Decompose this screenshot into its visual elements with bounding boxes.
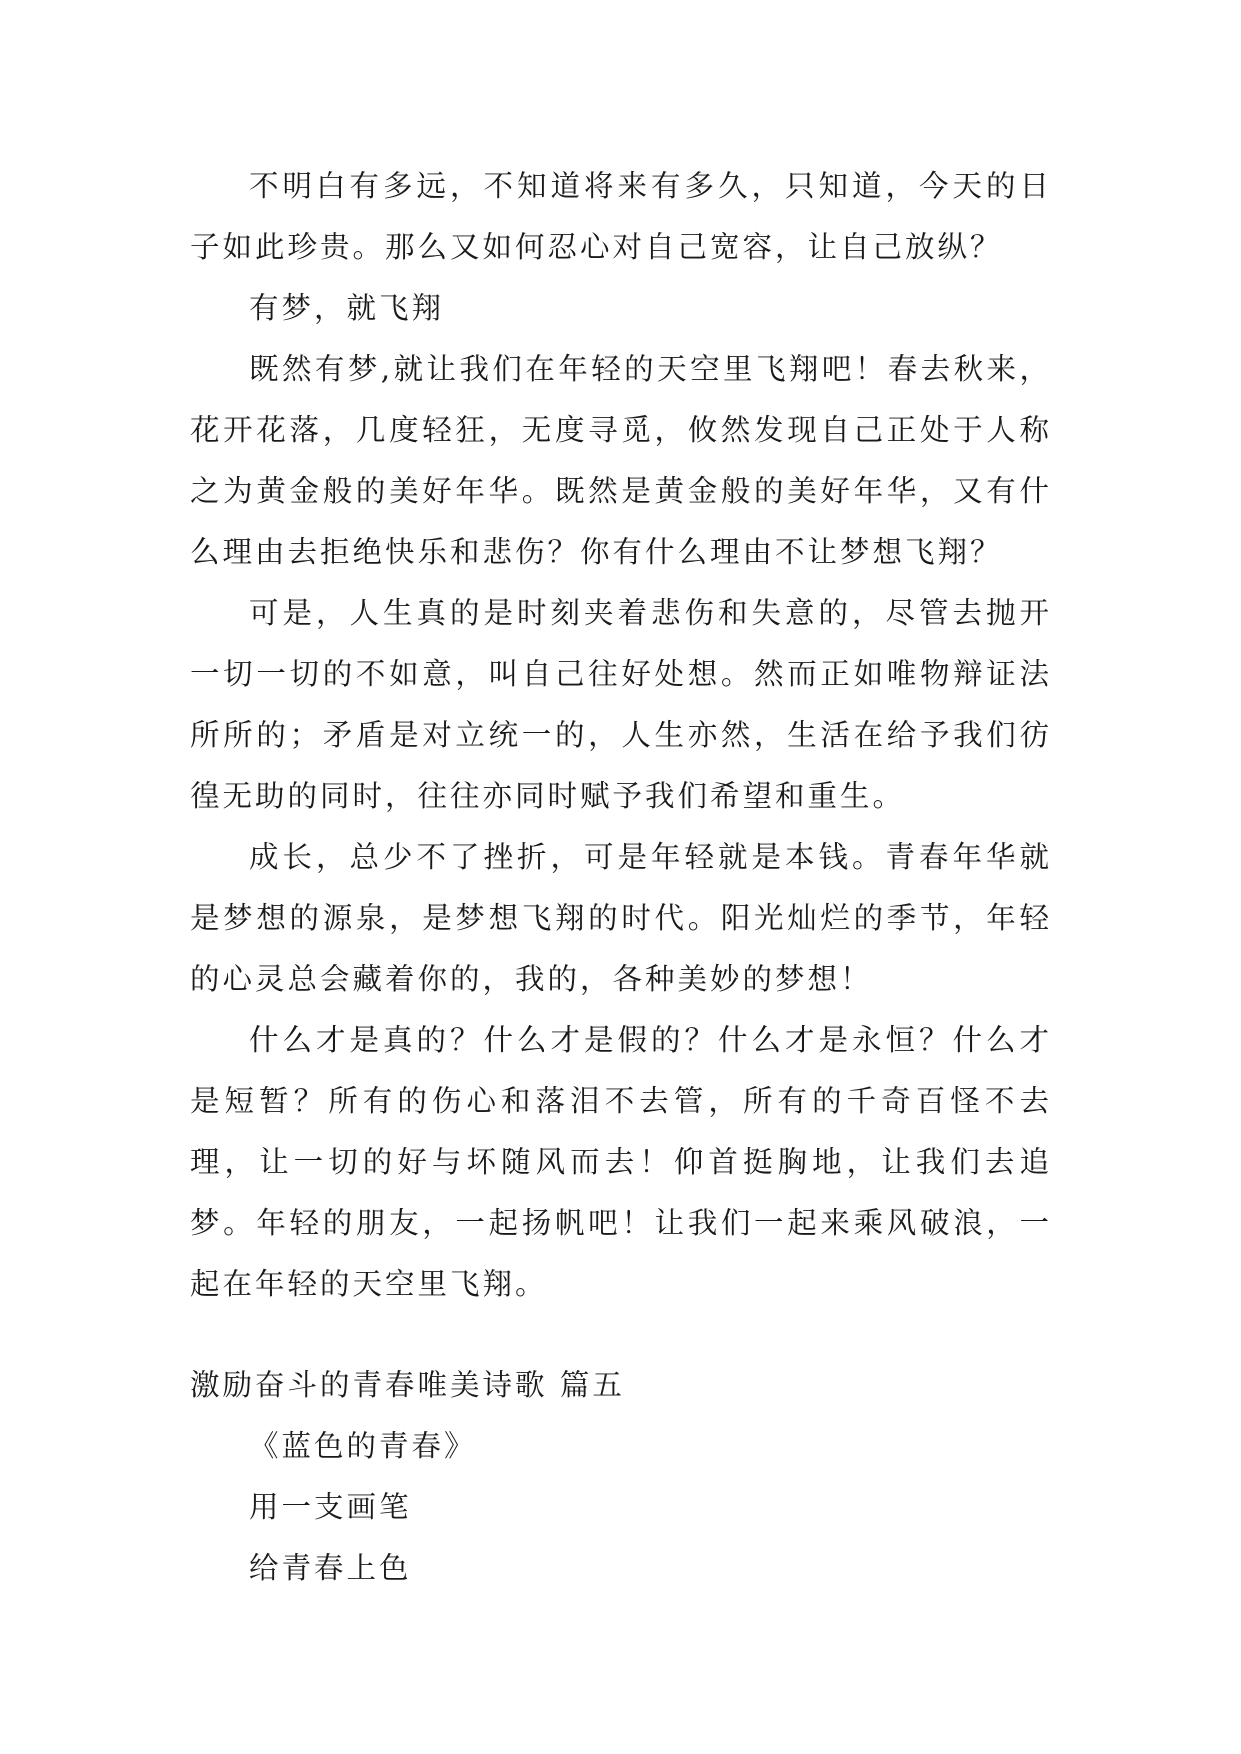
- document-body: [190, 156, 1052, 1599]
- paragraph: 不明白有多远，不知道将来有多久，只知道，今天的日子如此珍贵。那么又如何忍心对自己宽容，让自己放纵？: [190, 169, 1052, 264]
- paragraph: 可是，人生真的是时刻夹着悲伤和失意的，尽管去抛开一切一切的不如意，叫自己往好处想。然而正如唯物辩证法所所的；矛盾是对立统一的，人生亦然，生活在给予我们彷徨无助的同时，往往亦同时赋予我们希望和重生。: [190, 596, 1052, 813]
- paragraph: 什么才是真的？什么才是假的？什么才是永恒？什么才是短暂？所有的伤心和落泪不去管，所有的千奇百怪不去理，让一切的好与坏随风而去！仰首挺胸地，让我们去追梦。年轻的朋友，一起扬帆吧！让我们一起来乘风破浪，一起在年轻的天空里飞翔。: [190, 1023, 1052, 1301]
- paragraph: 成长，总少不了挫折，可是年轻就是本钱。青春年华就是梦想的源泉，是梦想飞翔的时代。阳光灿烂的季节，年轻的心灵总会藏着你的，我的，各种美妙的梦想！: [190, 840, 1052, 996]
- paragraph: 既然有梦,就让我们在年轻的天空里飞翔吧！春去秋来，花开花落，几度轻狂，无度寻觅，攸然发现自己正处于人称之为黄金般的美好年华。既然是黄金般的美好年华，又有什么理由去拒绝快乐和悲伤？你有什么理由不让梦想飞翔？: [190, 352, 1052, 569]
- poem-line: 给青春上色: [249, 1551, 412, 1585]
- section-heading: 激励奋斗的青春唯美诗歌 篇五: [190, 1368, 625, 1402]
- poem-title: 《蓝色的青春》: [249, 1429, 477, 1463]
- subheading: 有梦，就飞翔: [249, 291, 445, 325]
- poem-line: 用一支画笔: [249, 1490, 412, 1524]
